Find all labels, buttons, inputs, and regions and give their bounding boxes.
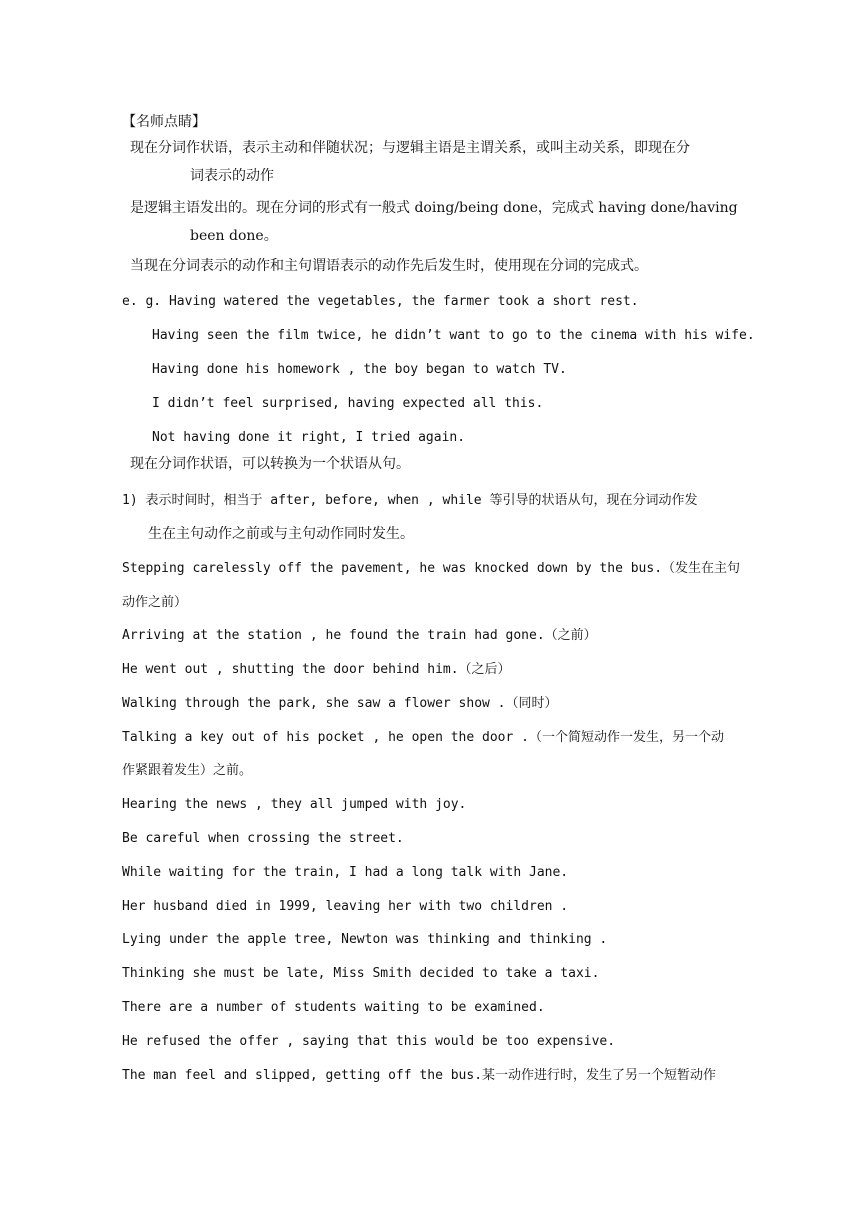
intro-line-1: 现在分词作状语，表示主动和伴随状况；与逻辑主语是主谓关系，或叫主动关系，即现在分 — [130, 140, 690, 156]
sentence-line: Thinking she must be late, Miss Smith decided to take a taxi. — [122, 966, 600, 981]
sentence-line: Talking a key out of his pocket , he open the door .（一个简短动作一发生，另一个动 — [122, 730, 724, 745]
sentence-line: The man feel and slipped, getting off the bus.某一动作进行时，发生了另一个短暂动作 — [122, 1068, 717, 1083]
example-line-5: Not having done it right, I tried again. — [152, 430, 466, 445]
example-line-1: e. g. Having watered the vegetables, the farmer took a short rest. — [122, 294, 639, 309]
intro-line-5: 当现在分词表示的动作和主句谓语表示的动作先后发生时，使用现在分词的完成式。 — [130, 258, 648, 274]
sentence-line: Hearing the news , they all jumped with joy. — [122, 797, 467, 812]
sentence-line: He went out , shutting the door behind him.（之后） — [122, 662, 511, 677]
sentence-line: Lying under the apple tree, Newton was thinking and thinking . — [122, 932, 608, 947]
sentence-line: Her husband died in 1999, leaving her with two children . — [122, 899, 569, 914]
sentence-line: He refused the offer , saying that this would be too expensive. — [122, 1034, 616, 1049]
example-line-3: Having done his homework , the boy began to watch TV. — [152, 362, 567, 377]
sentence-line: Walking through the park, she saw a flower show .（同时） — [122, 696, 558, 711]
sentence-line: 作紧跟着发生）之前。 — [122, 763, 253, 778]
section-heading: 【名师点睛】 — [122, 114, 206, 130]
sentence-line: Stepping carelessly off the pavement, he was knocked down by the bus.（发生在主句 — [122, 561, 741, 576]
sentence-line: Be careful when crossing the street. — [122, 831, 404, 846]
intro-line-2: 词表示的动作 — [190, 168, 274, 184]
convert-note: 现在分词作状语，可以转换为一个状语从句。 — [130, 456, 410, 472]
sentence-line: 动作之前） — [122, 595, 188, 610]
example-line-4: I didn’t feel surprised, having expected all this. — [152, 396, 544, 411]
sentence-line: There are a number of students waiting to be examined. — [122, 1000, 545, 1015]
example-line-2: Having seen the film twice, he didn’t want to go to the cinema with his wife. — [152, 328, 755, 343]
sentence-line: While waiting for the train, I had a long talk with Jane. — [122, 865, 569, 880]
intro-line-3: 是逻辑主语发出的。现在分词的形式有一般式 doing/being done，完成式 having done/having — [130, 200, 738, 216]
sentence-line: Arriving at the station , he found the train had gone.（之前） — [122, 628, 597, 643]
point1-line-2: 生在主句动作之前或与主句动作同时发生。 — [148, 526, 414, 542]
point1-line-1: 1) 表示时间时，相当于 after, before, when , while 等引导的状语从句，现在分词动作发 — [122, 493, 698, 508]
intro-line-4: been done。 — [190, 228, 278, 244]
